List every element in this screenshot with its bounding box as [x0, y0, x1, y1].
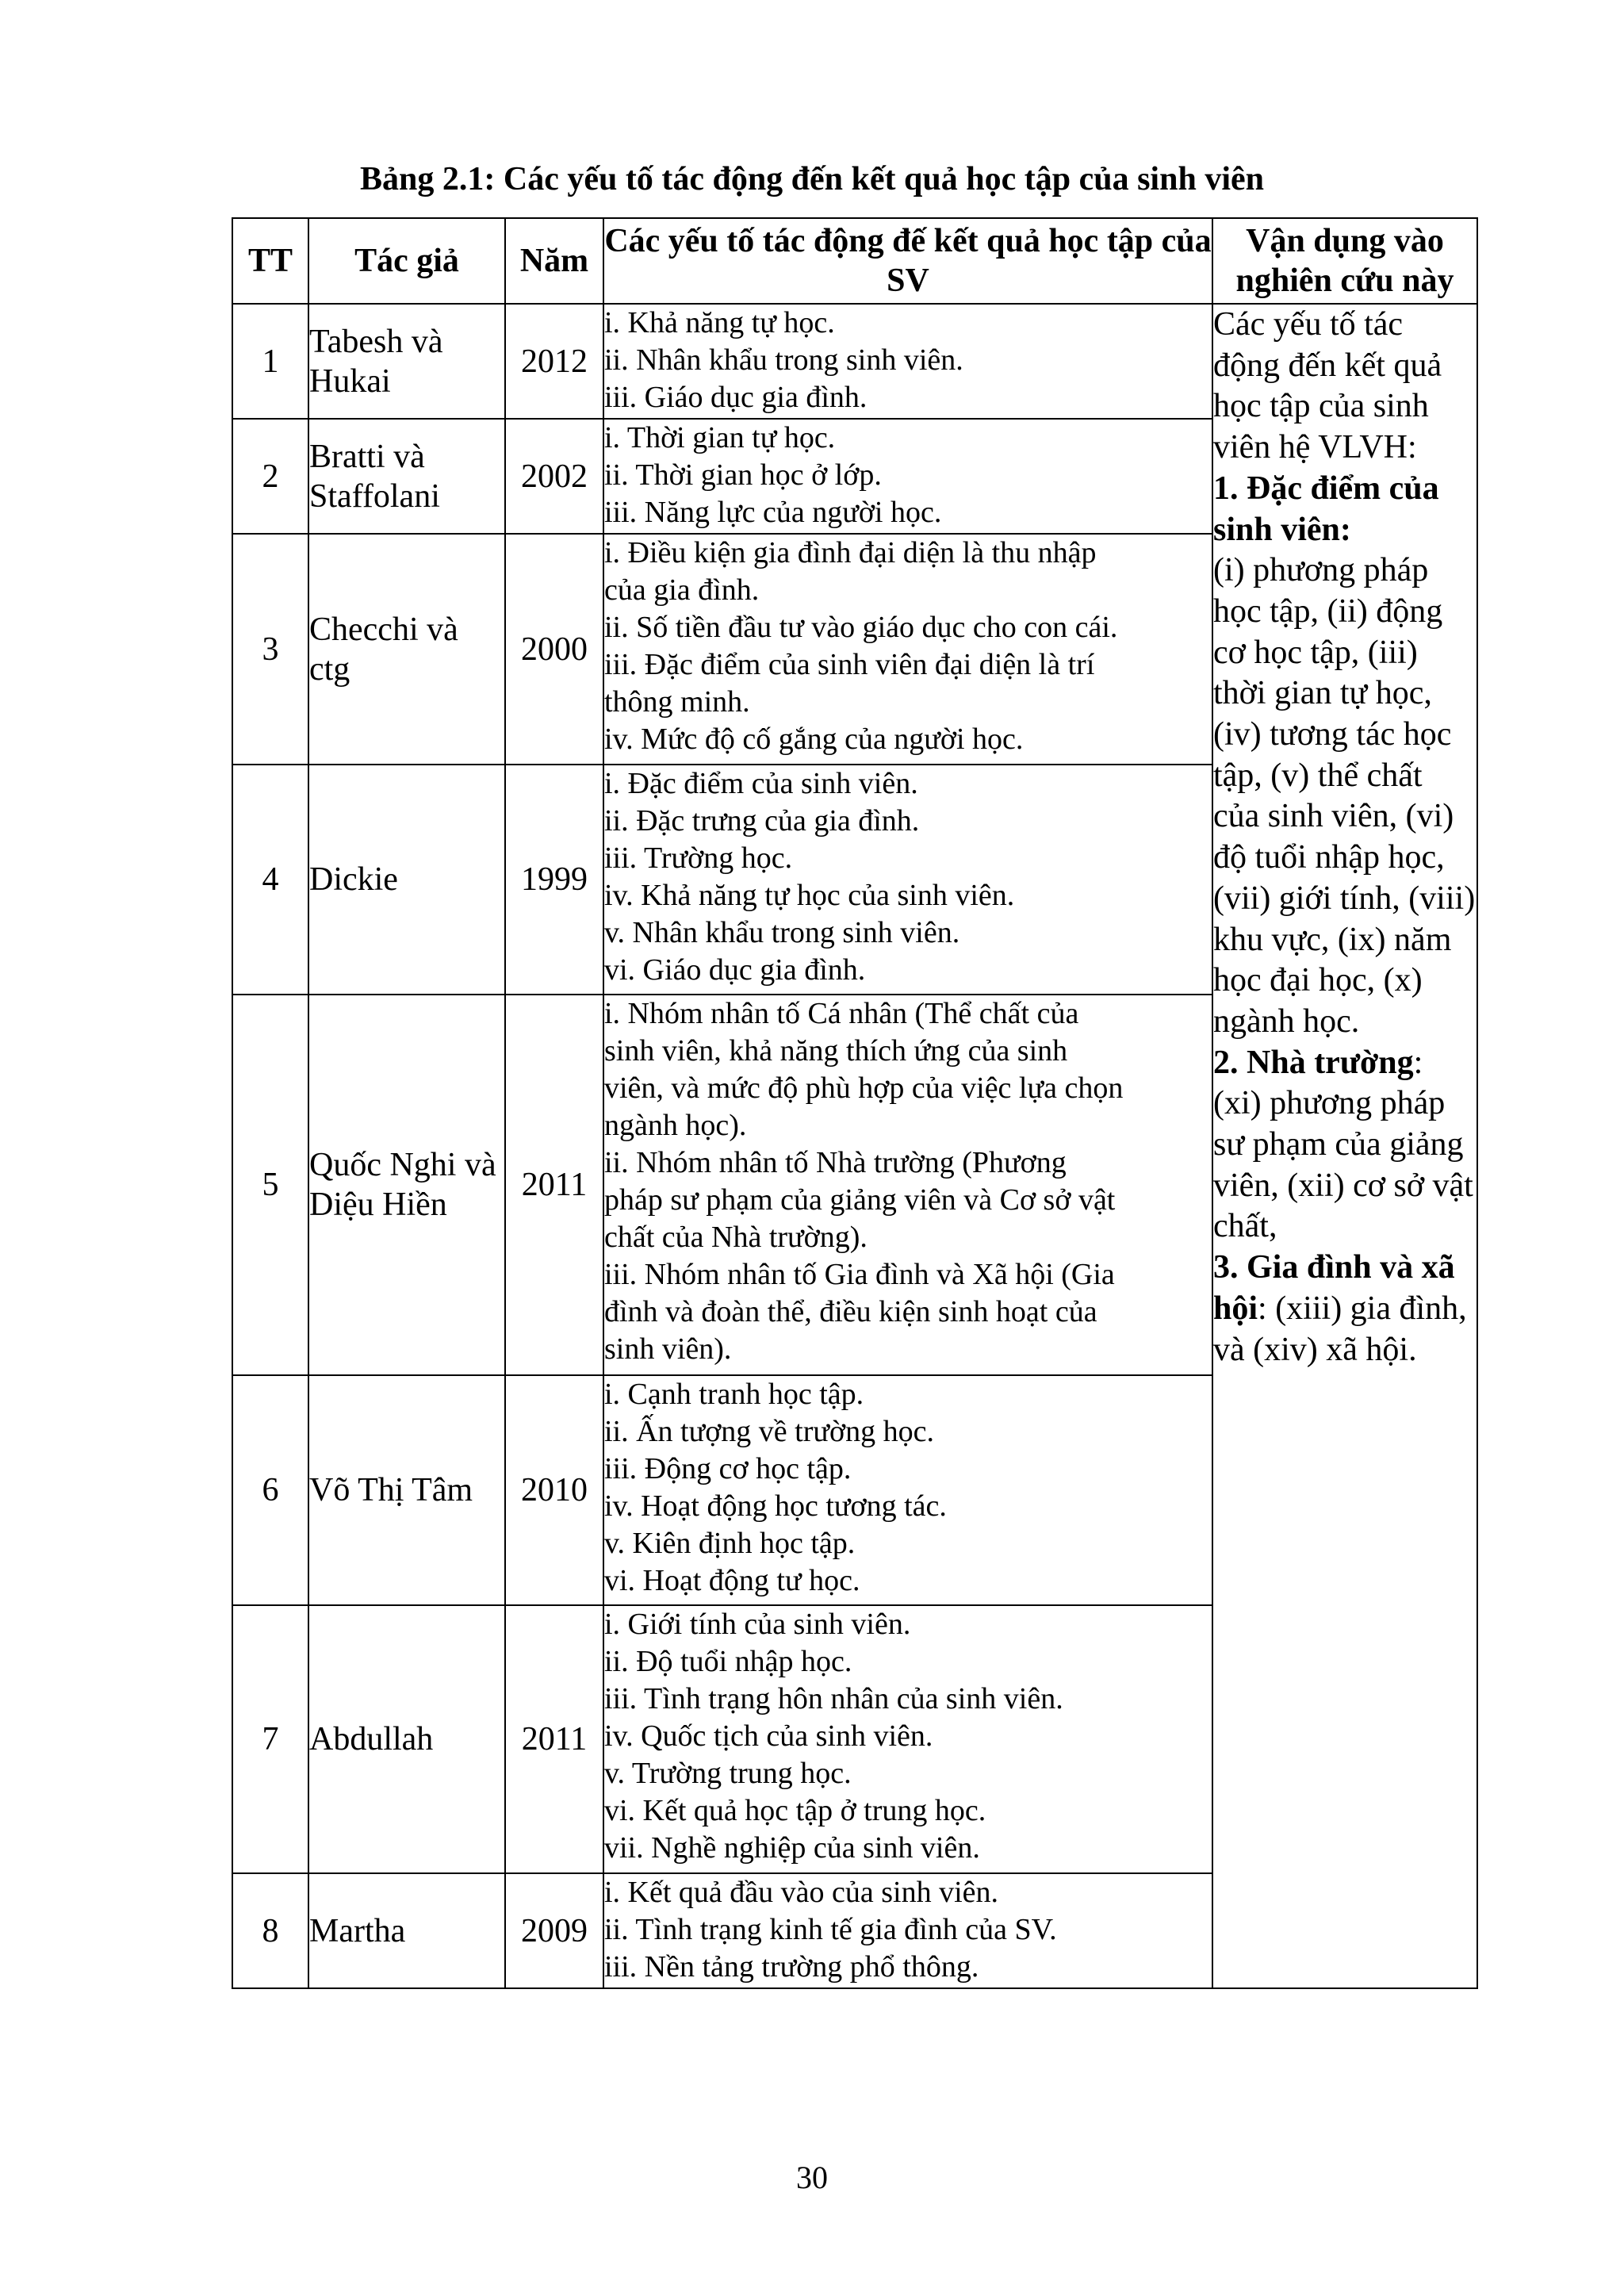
- factor-line: iii. Trường học.: [604, 841, 793, 875]
- factor-line: iii. Đặc điểm của sinh viên đại diện là trí: [604, 648, 1095, 681]
- row-number: 3: [232, 534, 308, 765]
- factor-line: đình và đoàn thể, điều kiện sinh hoạt của: [604, 1295, 1097, 1328]
- year-cell: 2010: [505, 1375, 603, 1605]
- factor-line: vi. Hoạt động tư học.: [604, 1564, 860, 1597]
- factor-line: ii. Số tiền đầu tư vào giáo dục cho con cái.: [604, 611, 1118, 644]
- factor-line: thông minh.: [604, 685, 750, 719]
- factor-line: v. Nhân khẩu trong sinh viên.: [604, 916, 960, 949]
- factor-line: i. Đặc điểm của sinh viên.: [604, 767, 918, 800]
- factors-cell: [603, 1873, 1212, 1988]
- factor-line: i. Giới tính của sinh viên.: [604, 1608, 911, 1641]
- year-cell: 2002: [505, 419, 603, 534]
- factor-line: pháp sư phạm của giảng viên và Cơ sở vật: [604, 1183, 1116, 1217]
- page-number: 30: [796, 2160, 828, 2195]
- author-cell: Martha: [308, 1873, 505, 1988]
- factors-cell: [603, 419, 1212, 534]
- factor-line: ii. Tình trạng kinh tế gia đình của SV.: [604, 1913, 1057, 1946]
- factor-line: iii. Tình trạng hôn nhân của sinh viên.: [604, 1682, 1063, 1715]
- factors-cell: [603, 1605, 1212, 1873]
- factor-line: iv. Khả năng tự học của sinh viên.: [604, 879, 1015, 912]
- app-intro: Các yếu tố tác động đến kết quả học tập của sinh viên hệ VLVH:: [1213, 306, 1442, 466]
- factor-line: i. Khả năng tự học.: [604, 306, 835, 339]
- factor-line: v. Trường trung học.: [604, 1757, 852, 1790]
- factor-line: iv. Hoạt động học tương tác.: [604, 1489, 947, 1523]
- factor-line: i. Nhóm nhân tố Cá nhân (Thể chất của: [604, 997, 1079, 1030]
- factor-line: chất của Nhà trường).: [604, 1221, 868, 1254]
- factor-line: ii. Độ tuổi nhập học.: [604, 1645, 852, 1678]
- factors-table: [232, 217, 1478, 1989]
- factor-line: viên, và mức độ phù hợp của việc lựa chọn: [604, 1071, 1124, 1105]
- factor-line: iii. Động cơ học tập.: [604, 1452, 852, 1485]
- author-cell: Bratti và Staffolani: [308, 419, 505, 534]
- header-application: Vận dụng vào nghiên cứu này: [1212, 218, 1477, 304]
- year-cell: 2012: [505, 304, 603, 419]
- factor-line: của gia đình.: [604, 573, 760, 607]
- author-cell: Quốc Nghi và Diệu Hiền: [308, 995, 505, 1375]
- factors-cell: [603, 995, 1212, 1375]
- factor-line: iii. Nhóm nhân tố Gia đình và Xã hội (Gia: [604, 1258, 1115, 1291]
- app-group1-text: (i) phương pháp học tập, (ii) động cơ học tập, (iii) thời gian tự học, (iv) tương tác học tập, (v) thể chất của sinh viên, (vi) độ tuổi nhập học, (vii) giới tính, (viii) khu vực, (ix) năm học đại học, (x) ngành học.: [1213, 552, 1476, 1040]
- factor-line: vii. Nghề nghiệp của sinh viên.: [604, 1831, 980, 1865]
- factor-line: i. Cạnh tranh học tập.: [604, 1378, 864, 1411]
- factors-cell: [603, 765, 1212, 995]
- factors-cell: [603, 1375, 1212, 1605]
- factor-line: vi. Giáo dục gia đình.: [604, 953, 866, 987]
- factor-line: ii. Nhân khẩu trong sinh viên.: [604, 343, 963, 377]
- factor-line: iv. Quốc tịch của sinh viên.: [604, 1719, 933, 1753]
- app-group2-text: : (xi) phương pháp sư phạm của giảng viên, (xii) cơ sở vật chất,: [1213, 1044, 1473, 1245]
- application-cell: [1212, 304, 1477, 1988]
- row-number: 4: [232, 765, 308, 995]
- row-number: 5: [232, 995, 308, 1375]
- factor-line: iv. Mức độ cố gắng của người học.: [604, 723, 1024, 756]
- factor-line: v. Kiên định học tập.: [604, 1527, 856, 1560]
- header-year: Năm: [505, 218, 603, 304]
- table-row: [232, 304, 1477, 419]
- factor-line: sinh viên, khả năng thích ứng của sinh: [604, 1034, 1068, 1068]
- factor-line: ii. Đặc trưng của gia đình.: [604, 804, 920, 838]
- row-number: 7: [232, 1605, 308, 1873]
- app-group2-title: 2. Nhà trường: [1213, 1044, 1414, 1081]
- author-cell: Dickie: [308, 765, 505, 995]
- factor-line: iii. Năng lực của người học.: [604, 496, 942, 529]
- factor-line: ngành học).: [604, 1109, 747, 1142]
- table-header-row: [232, 218, 1477, 304]
- row-number: 6: [232, 1375, 308, 1605]
- row-number: 8: [232, 1873, 308, 1988]
- author-cell: Abdullah: [308, 1605, 505, 1873]
- year-cell: 2011: [505, 1605, 603, 1873]
- factor-line: iii. Giáo dục gia đình.: [604, 381, 868, 414]
- author-cell: Tabesh và Hukai: [308, 304, 505, 419]
- row-number: 1: [232, 304, 308, 419]
- app-group1-title: 1. Đặc điểm của sinh viên:: [1213, 470, 1439, 548]
- factor-line: ii. Nhóm nhân tố Nhà trường (Phương: [604, 1146, 1067, 1179]
- author-cell: Võ Thị Tâm: [308, 1375, 505, 1605]
- header-tt: TT: [232, 218, 308, 304]
- year-cell: 2000: [505, 534, 603, 765]
- factor-line: iii. Nền tảng trường phổ thông.: [604, 1950, 979, 1984]
- header-factors: Các yếu tố tác động đế kết quả học tập của SV: [603, 218, 1212, 304]
- factor-line: vi. Kết quả học tập ở trung học.: [604, 1794, 986, 1827]
- year-cell: 2009: [505, 1873, 603, 1988]
- table-caption: Bảng 2.1: Các yếu tố tác động đến kết quả học tập của sinh viên: [360, 161, 1264, 197]
- factors-cell: [603, 304, 1212, 419]
- row-number: 2: [232, 419, 308, 534]
- factor-line: i. Điều kiện gia đình đại diện là thu nhập: [604, 536, 1097, 569]
- factor-line: ii. Ấn tượng về trường học.: [604, 1415, 934, 1448]
- author-cell: Checchi và ctg: [308, 534, 505, 765]
- factors-cell: [603, 534, 1212, 765]
- factor-line: sinh viên).: [604, 1332, 732, 1366]
- factor-line: i. Kết quả đầu vào của sinh viên.: [604, 1876, 999, 1909]
- app-group3-text: : (xiii) gia đình, và (xiv) xã hội.: [1213, 1290, 1467, 1368]
- factor-line: ii. Thời gian học ở lớp.: [604, 458, 882, 492]
- factor-line: i. Thời gian tự học.: [604, 421, 836, 454]
- header-author: Tác giả: [308, 218, 505, 304]
- app-group3-title: 3. Gia đình và xã hội: [1213, 1249, 1455, 1327]
- year-cell: 2011: [505, 995, 603, 1375]
- year-cell: 1999: [505, 765, 603, 995]
